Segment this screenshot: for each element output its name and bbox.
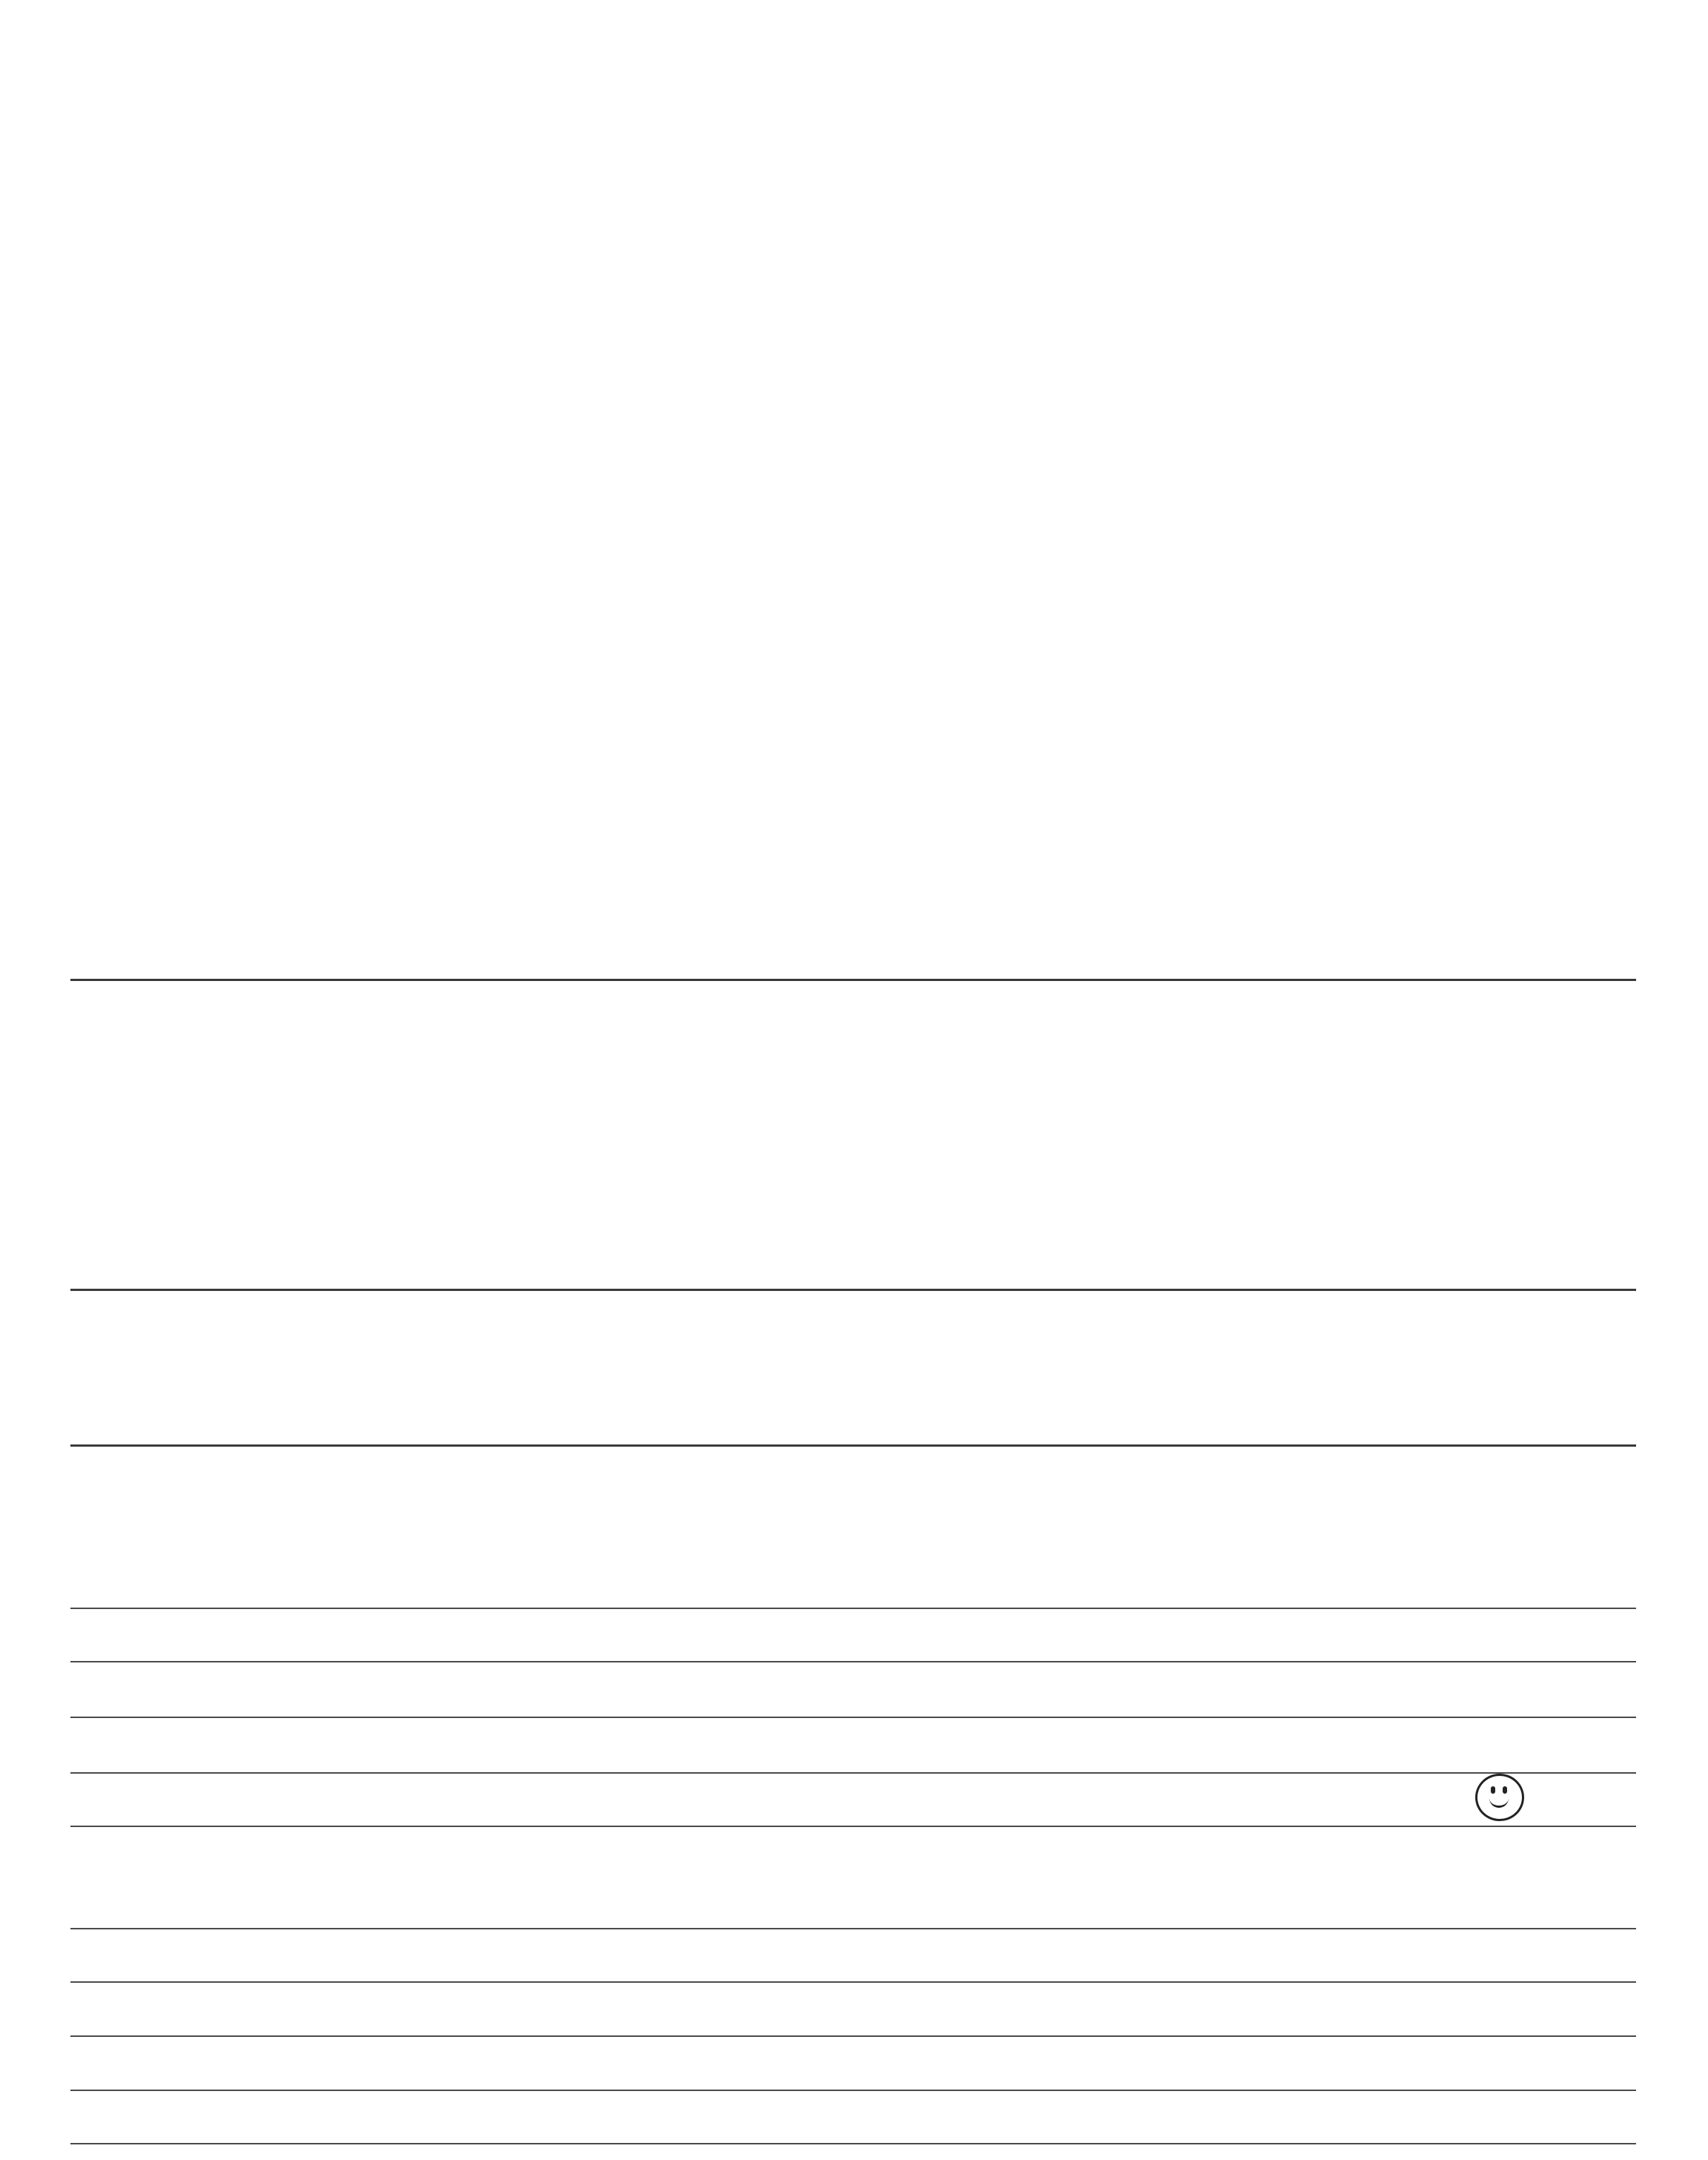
question-8-heading [70,1394,90,1435]
answer-line [70,1661,1636,1662]
divider [70,1289,1636,1291]
divider [70,1608,1636,1609]
question-9-heading [70,1553,90,1594]
smiley-face-icon [1475,1774,1524,1821]
question-10-heading [70,1865,90,1906]
answer-line [70,1717,1636,1718]
answer-line [70,1928,1636,1929]
answer-line [70,1981,1636,1983]
answer-line [70,1826,1636,1827]
divider [70,979,1636,981]
question-6-heading [70,927,90,968]
answer-line [70,2035,1636,2037]
question-7-heading [70,1238,90,1279]
answer-line [70,2143,1636,2144]
answer-line [70,2090,1636,2091]
answer-line [70,1772,1636,1774]
divider [70,1444,1636,1447]
